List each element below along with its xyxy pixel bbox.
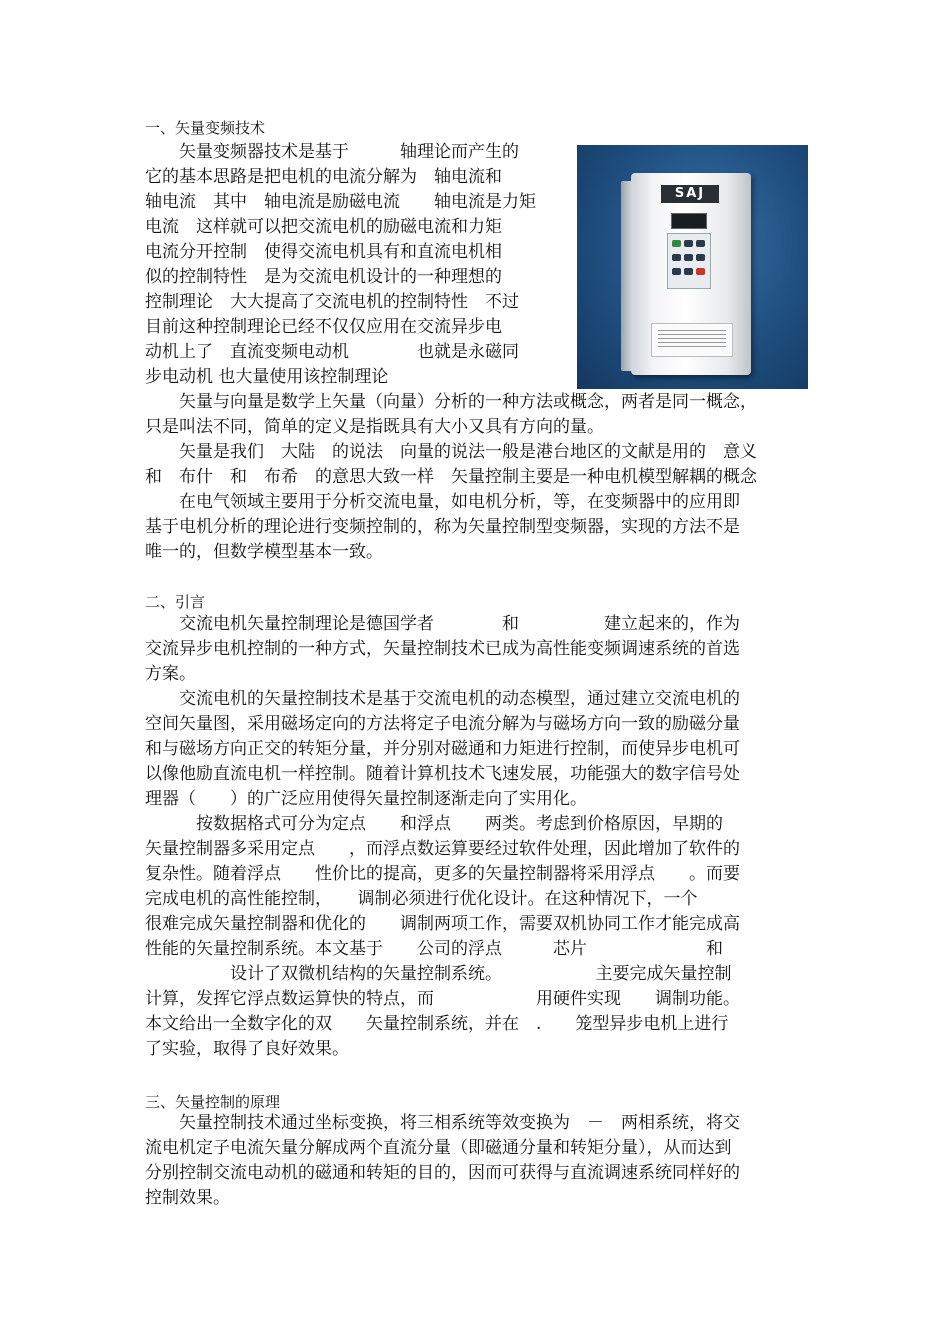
- key-button-icon: [684, 268, 693, 275]
- section2-line: 交流电机矢量控制理论是德国学者 和 建立起来的，作为: [145, 614, 740, 634]
- section2-line: 完成电机的高性能控制， 调制必须进行优化设计。在这种情况下，一个: [145, 889, 698, 909]
- section2-line: 设计了双微机结构的矢量控制系统。 主要完成矢量控制: [145, 964, 732, 984]
- section2-line: 理器（ ）的广泛应用使得矢量控制逐渐走向了实用化。: [145, 789, 587, 809]
- key-button-icon: [696, 240, 705, 247]
- key-button-icon: [696, 254, 705, 261]
- section1-line: 似的控制特性 是为交流电机设计的一种理想的: [145, 267, 502, 287]
- section2-heading: 二、引言: [145, 593, 206, 611]
- section2-line: 空间矢量图，采用磁场定向的方法将定子电流分解为与磁场方向一致的励磁分量: [145, 714, 740, 734]
- warning-label: [651, 323, 733, 357]
- led-display: [671, 213, 707, 229]
- section2-line: 和与磁场方向正交的转矩分量，并分别对磁通和力矩进行控制，而使异步电机可: [145, 739, 740, 759]
- section2-line: 方案。: [145, 664, 196, 684]
- key-button-icon: [672, 268, 681, 275]
- section1-line: 矢量是我们 大陆 的说法 向量的说法一般是港台地区的文献是用的 意义: [145, 442, 757, 462]
- section1-line: 目前这种控制理论已经不仅仅应用在交流异步电: [145, 317, 502, 337]
- section1-line: 矢量与向量是数学上矢量（向量）分析的一种方法或概念，两者是同一概念，: [145, 392, 757, 412]
- section2-line: 计算，发挥它浮点数运算快的特点，而 用硬件实现 调制功能。: [145, 989, 740, 1009]
- section2-line: 复杂性。随着浮点 性价比的提高，更多的矢量控制器将采用浮点 。而要: [145, 864, 740, 884]
- section3-heading: 三、矢量控制的原理: [145, 1093, 281, 1111]
- section2-line: 交流电机的矢量控制技术是基于交流电机的动态模型，通过建立交流电机的: [145, 689, 740, 709]
- section2-line: 交流异步电机控制的一种方式，矢量控制技术已成为高性能变频调速系统的首选: [145, 639, 740, 659]
- section1-line: 控制理论 大大提高了交流电机的控制特性 不过: [145, 292, 519, 312]
- key-button-icon: [696, 268, 705, 275]
- section1-line: 轴电流 其中 轴电流是励磁电流 轴电流是力矩: [145, 192, 536, 212]
- product-photo: [577, 145, 808, 389]
- section1-line: 和 布什 和 布希 的意思大致一样 矢量控制主要是一种电机模型解耦的概念: [145, 467, 757, 487]
- section3-line: 控制效果。: [145, 1188, 230, 1208]
- section2-line: 很难完成矢量控制器和优化的 调制两项工作，需要双机协同工作才能完成高: [145, 914, 740, 934]
- section1-line: 它的基本思路是把电机的电流分解为 轴电流和: [145, 167, 502, 187]
- section1-line: 矢量变频器技术是基于 轴理论而产生的: [145, 142, 519, 162]
- section2-line: 了实验，取得了良好效果。: [145, 1039, 349, 1059]
- warning-text-lines: [658, 330, 726, 350]
- key-button-icon: [684, 254, 693, 261]
- section1-line: 电流分开控制 使得交流电机具有和直流电机相: [145, 242, 502, 262]
- section2-line: 本文给出一全数字化的双 矢量控制系统，并在 . 笼型异步电机上进行: [145, 1014, 729, 1034]
- section1-line: 动机上了 直流变频电动机 也就是永磁同: [145, 342, 519, 362]
- brand-logo: SAJ: [661, 185, 719, 203]
- section2-line: 以像他励直流电机一样控制。随着计算机技术飞速发展，功能强大的数字信号处: [145, 764, 740, 784]
- section2-line: 按数据格式可分为定点 和浮点 两类。考虑到价格原因，早期的: [145, 814, 723, 834]
- section3-line: 流电机定子电流矢量分解成两个直流分量（即磁通分量和转矩分量），从而达到: [145, 1138, 732, 1158]
- key-button-icon: [672, 254, 681, 261]
- section3-line: 分别控制交流电动机的磁通和转矩的目的，因而可获得与直流调速系统同样好的: [145, 1163, 740, 1183]
- inverter-side-panel: [621, 181, 633, 371]
- section2-line: 性能的矢量控制系统。本文基于 公司的浮点 芯片 和: [145, 939, 723, 959]
- section2-line: 矢量控制器多采用定点 ，而浮点数运算要经过软件处理，因此增加了软件的: [145, 839, 740, 859]
- section1-line: 在电气领域主要用于分析交流电量，如电机分析，等，在变频器中的应用即: [145, 492, 740, 512]
- section1-line: 步电动机 也大量使用该控制理论: [145, 367, 389, 387]
- section3-line: 矢量控制技术通过坐标变换，将三相系统等效变换为 － 两相系统，将交: [145, 1113, 740, 1133]
- key-button-icon: [672, 240, 681, 247]
- inverter-unit: [631, 173, 751, 375]
- keypad: [667, 233, 711, 289]
- section1-heading: 一、矢量变频技术: [145, 119, 266, 137]
- section1-line: 电流 这样就可以把交流电机的励磁电流和力矩: [145, 217, 502, 237]
- section1-line: 只是叫法不同，简单的定义是指既具有大小又具有方向的量。: [145, 417, 604, 437]
- section1-line: 唯一的，但数学模型基本一致。: [145, 542, 383, 562]
- section1-line: 基于电机分析的理论进行变频控制的，称为矢量控制型变频器，实现的方法不是: [145, 517, 740, 537]
- key-button-icon: [684, 240, 693, 247]
